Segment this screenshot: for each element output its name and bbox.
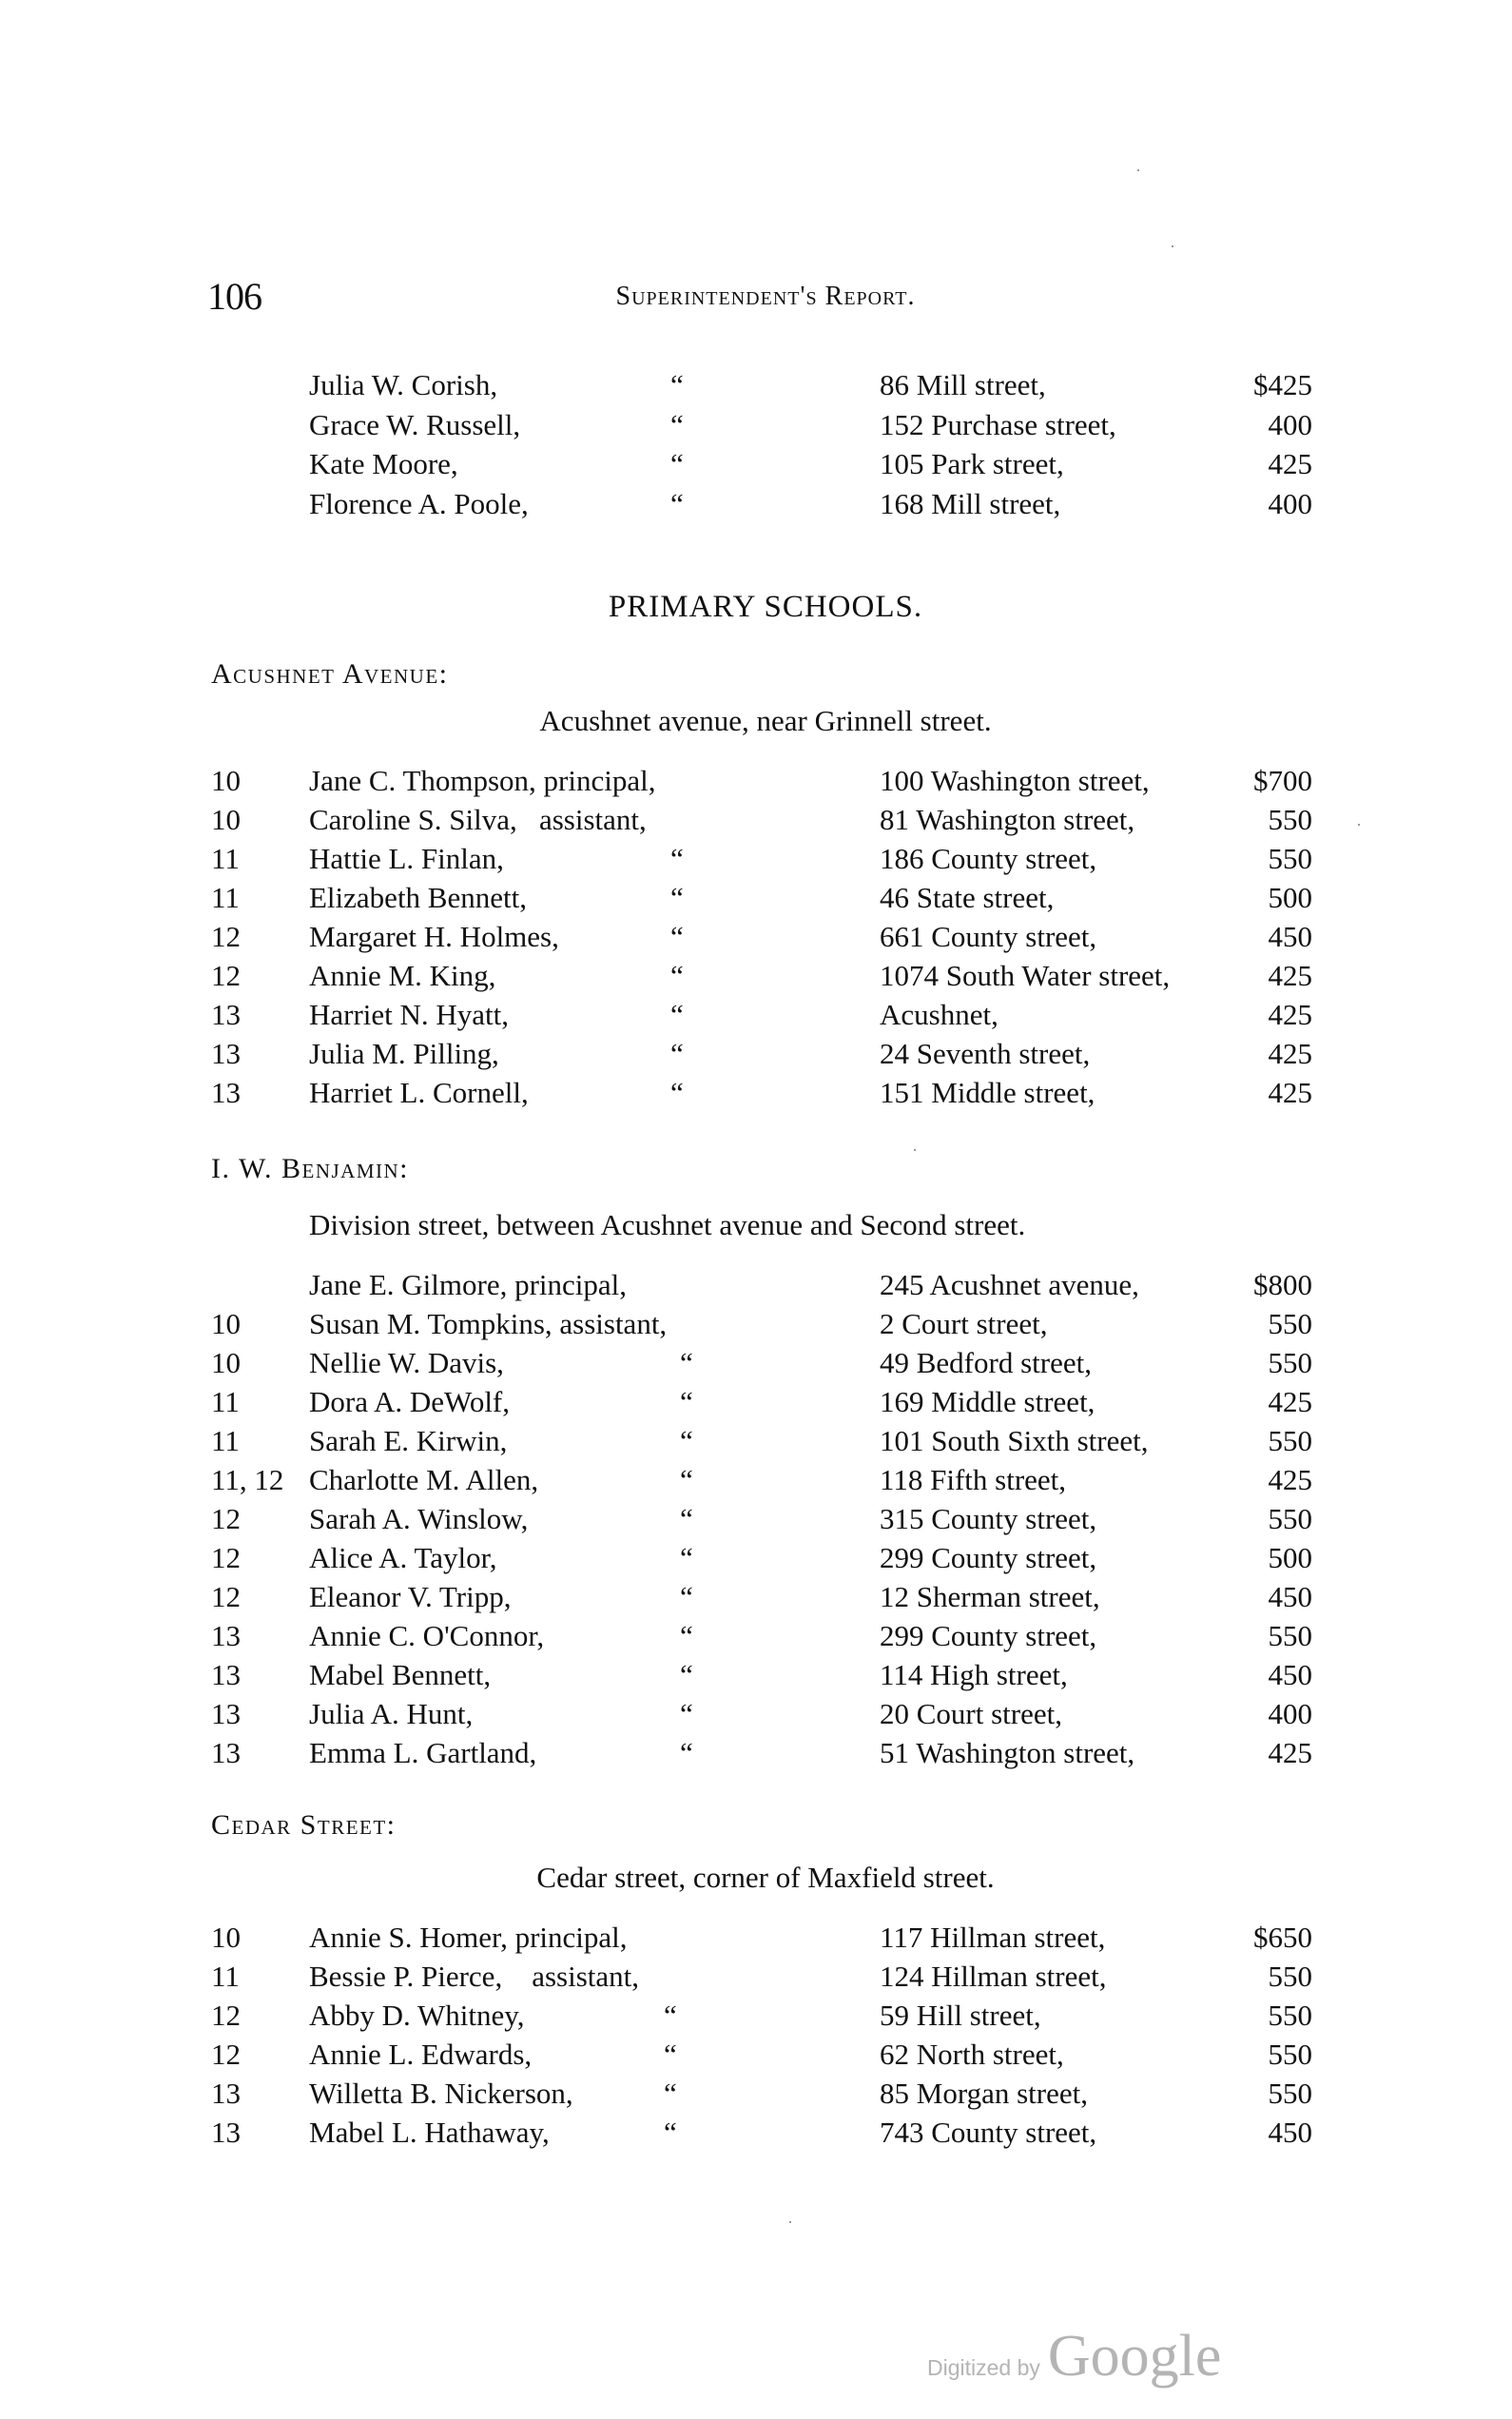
teacher-address: 81 Washington street, [880, 803, 1135, 836]
teacher-salary: $800 [1253, 1268, 1312, 1301]
watermark-prefix: Digitized by [927, 2355, 1040, 2380]
teacher-salary: 550 [1268, 1307, 1312, 1340]
grade: 12 [211, 920, 241, 953]
school-location: Division street, between Acushnet avenue and Second street. [309, 1208, 1026, 1241]
teacher-address: 2 Court street, [880, 1307, 1048, 1340]
table-row [0, 1957, 1512, 1997]
teacher-name: Margaret H. Holmes, [309, 920, 559, 953]
teacher-name: Florence A. Poole, [309, 487, 529, 520]
grade: 13 [211, 1619, 241, 1652]
school-heading: I. W. Benjamin: [211, 1153, 410, 1184]
teacher-salary: 425 [1268, 1463, 1312, 1496]
table-row [0, 484, 1512, 524]
teacher-name: Abby D. Whitney, [309, 1999, 525, 2032]
teacher-address: 315 County street, [880, 1502, 1097, 1535]
table-row [0, 1616, 1512, 1656]
teacher-salary: 550 [1268, 1424, 1312, 1457]
grade: 13 [211, 1697, 241, 1730]
table-row [0, 1460, 1512, 1500]
teacher-name: Elizabeth Bennett, [309, 881, 527, 914]
grade: 10 [211, 764, 241, 797]
ditto-mark: “ [664, 1999, 677, 2032]
table-row [0, 444, 1512, 484]
ditto-mark: “ [664, 2038, 677, 2071]
teacher-salary: 500 [1268, 1541, 1312, 1574]
teacher-salary: 425 [1268, 998, 1312, 1031]
scan-speck [914, 1149, 916, 1151]
teacher-address: 186 County street, [880, 842, 1097, 875]
table-row [0, 2035, 1512, 2075]
grade: 12 [211, 1541, 241, 1574]
table-row [0, 800, 1512, 840]
teacher-address: 100 Washington street, [880, 764, 1150, 797]
teacher-salary: 425 [1268, 1076, 1312, 1109]
table-row [0, 1421, 1512, 1461]
grade: 13 [211, 998, 241, 1031]
teacher-salary: 550 [1268, 2038, 1312, 2071]
table-row [0, 917, 1512, 957]
grade: 13 [211, 1736, 241, 1769]
teacher-name: Charlotte M. Allen, [309, 1463, 539, 1496]
ditto-mark: “ [680, 1424, 693, 1457]
ditto-mark: “ [670, 998, 684, 1031]
teacher-name: Dora A. DeWolf, [309, 1385, 511, 1418]
ditto-mark: “ [670, 487, 684, 520]
table-row [0, 1304, 1512, 1344]
teacher-address: 1074 South Water street, [880, 959, 1171, 992]
ditto-mark: “ [670, 842, 684, 875]
grade: 11 [211, 1385, 240, 1418]
teacher-address: Acushnet, [880, 998, 998, 1031]
teacher-salary: 500 [1268, 881, 1312, 914]
table-row [0, 1073, 1512, 1113]
digitized-by-google-watermark [927, 2323, 1221, 2390]
grade: 11, 12 [211, 1463, 284, 1496]
teacher-name: Sarah A. Winslow, [309, 1502, 529, 1535]
teacher-name: Annie M. King, [309, 959, 496, 992]
teacher-salary: 425 [1268, 1385, 1312, 1418]
table-row [0, 1382, 1512, 1422]
grade: 13 [211, 1076, 241, 1109]
grade: 12 [211, 2038, 241, 2071]
table-row [0, 995, 1512, 1035]
teacher-name: Mabel Bennett, [309, 1658, 492, 1691]
grade: 13 [211, 2116, 241, 2149]
teacher-address: 62 North street, [880, 2038, 1064, 2071]
ditto-mark: “ [670, 920, 684, 953]
teacher-salary: 425 [1268, 447, 1312, 480]
school-location: Acushnet avenue, near Grinnell street. [539, 704, 992, 737]
ditto-mark: “ [664, 2116, 677, 2149]
ditto-mark: “ [670, 408, 684, 441]
table-row [0, 839, 1512, 879]
table-row [0, 1577, 1512, 1617]
teacher-address: 299 County street, [880, 1619, 1097, 1652]
table-row [0, 1655, 1512, 1695]
teacher-name: Eleanor V. Tripp, [309, 1580, 512, 1613]
ditto-mark: “ [680, 1580, 693, 1613]
teacher-name: Susan M. Tompkins, assistant, [309, 1307, 668, 1340]
teacher-salary: 550 [1268, 2077, 1312, 2110]
ditto-mark: “ [664, 2077, 677, 2110]
ditto-mark: “ [670, 1076, 684, 1109]
teacher-name: Alice A. Taylor, [309, 1541, 497, 1574]
table-row [0, 1918, 1512, 1958]
teacher-address: 117 Hillman street, [880, 1921, 1106, 1954]
google-logo-text: Google [1047, 2324, 1222, 2389]
grade: 12 [211, 1999, 241, 2032]
ditto-mark: “ [680, 1346, 693, 1379]
grade: 11 [211, 842, 240, 875]
teacher-address: 101 South Sixth street, [880, 1424, 1149, 1457]
grade: 13 [211, 1037, 241, 1070]
section-title: PRIMARY SCHOOLS. [608, 590, 923, 624]
teacher-name: Annie L. Edwards, [309, 2038, 533, 2071]
table-row [0, 2113, 1512, 2153]
grade: 12 [211, 1502, 241, 1535]
teacher-address: 20 Court street, [880, 1697, 1062, 1730]
ditto-mark: “ [680, 1463, 693, 1496]
teacher-address: 24 Seventh street, [880, 1037, 1091, 1070]
teacher-name: Kate Moore, [309, 447, 458, 480]
teacher-address: 12 Sherman street, [880, 1580, 1100, 1613]
ditto-mark: “ [670, 881, 684, 914]
teacher-salary: 450 [1268, 1580, 1312, 1613]
teacher-salary: 400 [1268, 487, 1312, 520]
ditto-mark: “ [680, 1736, 693, 1769]
teacher-salary: 550 [1268, 803, 1312, 836]
table-row [0, 1538, 1512, 1578]
teacher-salary: 550 [1268, 1346, 1312, 1379]
teacher-name: Hattie L. Finlan, [309, 842, 504, 875]
teacher-name: Nellie W. Davis, [309, 1346, 504, 1379]
teacher-address: 245 Acushnet avenue, [880, 1268, 1139, 1301]
table-row [0, 761, 1512, 801]
table-row [0, 1034, 1512, 1074]
teacher-salary: 450 [1268, 1658, 1312, 1691]
table-row [0, 405, 1512, 445]
teacher-address: 46 State street, [880, 881, 1055, 914]
teacher-address: 114 High street, [880, 1658, 1068, 1691]
teacher-name: Julia W. Corish, [309, 368, 498, 401]
teacher-name: Jane E. Gilmore, principal, [309, 1268, 628, 1301]
table-row [0, 2074, 1512, 2114]
teacher-name: Grace W. Russell, [309, 408, 521, 441]
teacher-name: Bessie P. Pierce, assistant, [309, 1960, 639, 1993]
ditto-mark: “ [680, 1697, 693, 1730]
teacher-salary: 550 [1268, 1619, 1312, 1652]
teacher-address: 661 County street, [880, 920, 1097, 953]
table-row [0, 1996, 1512, 2036]
teacher-address: 86 Mill street, [880, 368, 1046, 401]
table-row [0, 365, 1512, 405]
ditto-mark: “ [670, 959, 684, 992]
teacher-address: 51 Washington street, [880, 1736, 1135, 1769]
teacher-address: 743 County street, [880, 2116, 1097, 2149]
teacher-name: Sarah E. Kirwin, [309, 1424, 508, 1457]
teacher-name: Jane C. Thompson, principal, [309, 764, 656, 797]
teacher-salary: 550 [1268, 1960, 1312, 1993]
teacher-name: Willetta B. Nickerson, [309, 2077, 573, 2110]
teacher-address: 124 Hillman street, [880, 1960, 1107, 1993]
scan-speck [789, 2221, 791, 2223]
grade: 13 [211, 1658, 241, 1691]
grade: 13 [211, 2077, 241, 2110]
school-heading: Cedar Street: [211, 1809, 397, 1841]
ditto-mark: “ [680, 1619, 693, 1652]
table-row [0, 1265, 1512, 1305]
scan-speck [1137, 169, 1139, 171]
teacher-address: 151 Middle street, [880, 1076, 1095, 1109]
grade: 11 [211, 1960, 240, 1993]
ditto-mark: “ [680, 1385, 693, 1418]
teacher-address: 168 Mill street, [880, 487, 1061, 520]
teacher-salary: 425 [1268, 1037, 1312, 1070]
table-row [0, 878, 1512, 918]
teacher-address: 85 Morgan street, [880, 2077, 1088, 2110]
teacher-address: 152 Purchase street, [880, 408, 1116, 441]
scan-speck [1172, 245, 1173, 247]
teacher-salary: 400 [1268, 408, 1312, 441]
teacher-name: Julia M. Pilling, [309, 1037, 499, 1070]
table-row [0, 1733, 1512, 1773]
table-row [0, 1694, 1512, 1734]
running-head: Superintendent's Report. [615, 282, 916, 311]
teacher-salary: $700 [1253, 764, 1312, 797]
grade: 11 [211, 881, 240, 914]
teacher-name: Harriet N. Hyatt, [309, 998, 510, 1031]
teacher-name: Mabel L. Hathaway, [309, 2116, 550, 2149]
table-row [0, 956, 1512, 996]
teacher-name: Harriet L. Cornell, [309, 1076, 529, 1109]
teacher-address: 118 Fifth street, [880, 1463, 1067, 1496]
teacher-address: 49 Bedford street, [880, 1346, 1092, 1379]
ditto-mark: “ [670, 1037, 684, 1070]
teacher-name: Annie C. O'Connor, [309, 1619, 545, 1652]
grade: 10 [211, 1346, 241, 1379]
table-row [0, 1343, 1512, 1383]
teacher-salary: 400 [1268, 1697, 1312, 1730]
ditto-mark: “ [680, 1502, 693, 1535]
teacher-name: Emma L. Gartland, [309, 1736, 537, 1769]
teacher-salary: 425 [1268, 1736, 1312, 1769]
ditto-mark: “ [680, 1658, 693, 1691]
teacher-salary: 550 [1268, 1999, 1312, 2032]
grade: 11 [211, 1424, 240, 1457]
teacher-salary: 450 [1268, 920, 1312, 953]
teacher-name: Caroline S. Silva, assistant, [309, 803, 647, 836]
teacher-salary: 550 [1268, 1502, 1312, 1535]
teacher-name: Julia A. Hunt, [309, 1697, 474, 1730]
grade: 10 [211, 1921, 241, 1954]
school-location: Cedar street, corner of Maxfield street. [536, 1861, 995, 1894]
teacher-salary: $650 [1253, 1921, 1312, 1954]
school-heading: Acushnet Avenue: [211, 658, 449, 690]
teacher-address: 59 Hill street, [880, 1999, 1041, 2032]
page-number: 106 [207, 275, 262, 318]
ditto-mark: “ [670, 447, 684, 480]
grade: 10 [211, 803, 241, 836]
teacher-salary: 550 [1268, 842, 1312, 875]
ditto-mark: “ [670, 368, 684, 401]
scan-speck [1358, 824, 1360, 826]
table-row [0, 1499, 1512, 1539]
teacher-address: 299 County street, [880, 1541, 1097, 1574]
teacher-address: 169 Middle street, [880, 1385, 1095, 1418]
teacher-salary: $425 [1253, 368, 1312, 401]
teacher-salary: 425 [1268, 959, 1312, 992]
grade: 12 [211, 959, 241, 992]
grade: 12 [211, 1580, 241, 1613]
grade: 10 [211, 1307, 241, 1340]
teacher-salary: 450 [1268, 2116, 1312, 2149]
teacher-address: 105 Park street, [880, 447, 1064, 480]
ditto-mark: “ [680, 1541, 693, 1574]
teacher-name: Annie S. Homer, principal, [309, 1921, 628, 1954]
